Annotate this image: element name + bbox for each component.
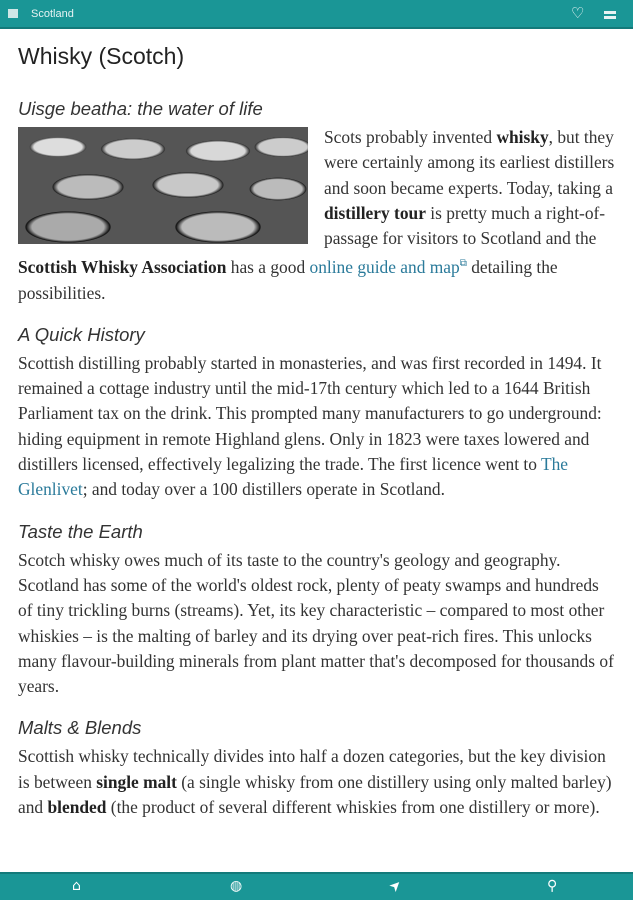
paragraph <box>18 548 615 700</box>
whisky-barrels-photo <box>18 127 308 244</box>
bottom-nav-bar <box>0 872 633 900</box>
bold-text: single malt <box>96 771 177 792</box>
text: Scotch whisky owes much of its taste to the country's geology and geography. Scotland has some of the world's oldest rock, plenty of peaty swamps and hundreds of tiny trickling burns (streams). Yet, its key characteristic – compared to most other whiskies – is the malting of barley and its drying over peat-rich fires. This unlocks many flavour-building minerals from plant matter that's decomposed for thousands of years. <box>18 549 614 697</box>
page-title: Whisky (Scotch) <box>18 43 185 69</box>
text: ; and today over a 100 distillers operate in Scotland. <box>82 479 445 500</box>
text: , but they were certainly among its earliest distillers and soon became experts. Today, taking a <box>324 127 615 198</box>
external-link-icon: ⧉ <box>459 258 467 270</box>
text: detailing the possibilities. <box>18 257 558 303</box>
text: Scottish distilling probably started in monasteries, and was first recorded in 1494. It remained a cottage industry until the mid-17th century which led to a 1644 British Parliament tax on the drink. This prompted many manufacturers to go underground: hiding equipment in remote Highland glens. Only in 1823 were taxes lowered and distillers licensed, effectively legalizing the trade. The first licence went to <box>18 352 602 475</box>
text: has a good <box>226 257 310 278</box>
menu-icon[interactable] <box>8 9 18 18</box>
text: (a single whisky from one distillery using only malted barley) and <box>18 771 612 818</box>
bold-text: blended <box>47 797 107 818</box>
link[interactable]: The Glenlivet <box>18 454 569 500</box>
text: (the product of several different whiskies from one distillery or more). <box>106 797 600 818</box>
article-content[interactable] <box>0 29 633 872</box>
navigate-icon[interactable]: ➤ <box>386 876 406 896</box>
bold-text: Scottish Whisky Association <box>18 257 227 278</box>
globe-icon[interactable]: ◍ <box>230 878 243 894</box>
paragraph <box>18 125 615 306</box>
top-app-bar <box>0 0 633 29</box>
bold-text: whisky <box>496 127 549 147</box>
search-icon[interactable]: ⚲ <box>547 878 558 894</box>
paragraph <box>18 744 615 820</box>
bold-text: distillery tour <box>324 202 426 223</box>
section-heading: Malts & Blends <box>18 717 142 739</box>
paragraph <box>18 351 615 503</box>
text: is pretty much a right-of-passage for visitors to Scotland and the <box>324 202 606 249</box>
favorite-heart-icon[interactable]: ♡ <box>571 6 585 22</box>
section-heading: Uisge beatha: the water of life <box>18 98 263 119</box>
home-icon[interactable]: ⌂ <box>72 878 81 894</box>
link[interactable]: online guide and map <box>309 257 460 278</box>
text: Scots probably invented <box>324 127 497 147</box>
section-heading: A Quick History <box>18 323 145 345</box>
list-menu-icon[interactable] <box>604 11 616 19</box>
section-heading: Taste the Earth <box>18 520 143 542</box>
app-bar-title: Scotland <box>31 7 74 20</box>
text: Scottish whisky technically divides into half a dozen categories, but the key division is between <box>18 746 606 792</box>
